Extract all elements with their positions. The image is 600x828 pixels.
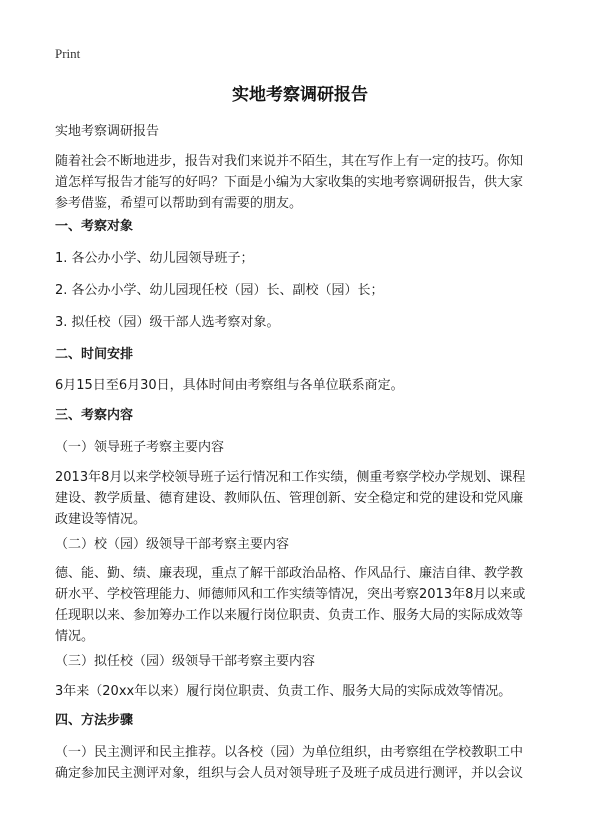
paragraph-line: 任现职以来、参加筹办工作以来履行岗位职责、负责工作、服务大局的实际成效等 <box>55 608 524 623</box>
paragraph-line: 确定参加民主测评对象，组织与会人员对领导班子及班子成员进行测评，并以会议 <box>55 766 524 781</box>
section-heading-method: 四、方法步骤 <box>55 713 134 728</box>
paragraph-line: （一）民主测评和民主推荐。以各校（园）为单位组织，由考察组在学校教职工中 <box>55 745 524 760</box>
intro-line: 随着社会不断地进步，报告对我们来说并不陌生，其在写作上有一定的技巧。你知 <box>55 154 524 169</box>
subsection-heading: （二）校（园）级领导干部考察主要内容 <box>55 537 290 552</box>
intro-line: 道怎样写报告才能写的好吗？下面是小编为大家收集的实地考察调研报告，供大家 <box>55 175 524 190</box>
paragraph-line: 2013年8月以来学校领导班子运行情况和工作实绩，侧重考察学校办学规划、课程 <box>55 470 526 485</box>
list-item: 3. 拟任校（园）级干部人选考察对象。 <box>55 315 280 330</box>
paragraph-line: 情况。 <box>55 629 95 644</box>
section-heading-schedule: 二、时间安排 <box>55 347 134 362</box>
section-heading-targets: 一、考察对象 <box>55 219 134 234</box>
paragraph-line: 德、能、勤、绩、廉表现，重点了解干部政治品格、作风品行、廉洁自律、教学教 <box>55 566 524 581</box>
list-item: 1. 各公办小学、幼儿园领导班子； <box>55 251 254 266</box>
page-title: 实地考察调研报告 <box>232 85 368 105</box>
list-item: 2. 各公办小学、幼儿园现任校（园）长、副校（园）长； <box>55 283 384 298</box>
subsection-heading: （一）领导班子考察主要内容 <box>55 440 225 455</box>
paragraph-line: 政建设等情况。 <box>55 512 147 527</box>
subsection-paragraph: 3年来（20xx年以来）履行岗位职责、负责工作、服务大局的实际成效等情况。 <box>55 684 512 699</box>
paragraph-line: 研水平、学校管理能力、师德师风和工作实绩等情况，突出考察2013年8月以来或 <box>55 587 526 602</box>
schedule-text: 6月15日至6月30日，具体时间由考察组与各单位联系商定。 <box>55 378 404 393</box>
subsection-heading: （三）拟任校（园）级领导干部考察主要内容 <box>55 654 316 669</box>
intro-paragraph <box>55 151 555 214</box>
subsection-paragraph <box>55 563 555 647</box>
method-paragraph <box>55 742 555 784</box>
section-heading-content: 三、考察内容 <box>55 408 134 423</box>
print-link[interactable]: Print <box>55 46 81 61</box>
subsection-paragraph <box>55 467 555 530</box>
intro-line: 参考借鉴，希望可以帮助到有需要的朋友。 <box>55 196 303 211</box>
subtitle: 实地考察调研报告 <box>55 124 160 139</box>
paragraph-line: 建设、教学质量、德育建设、教师队伍、管理创新、安全稳定和党的建设和党风廉 <box>55 491 524 506</box>
